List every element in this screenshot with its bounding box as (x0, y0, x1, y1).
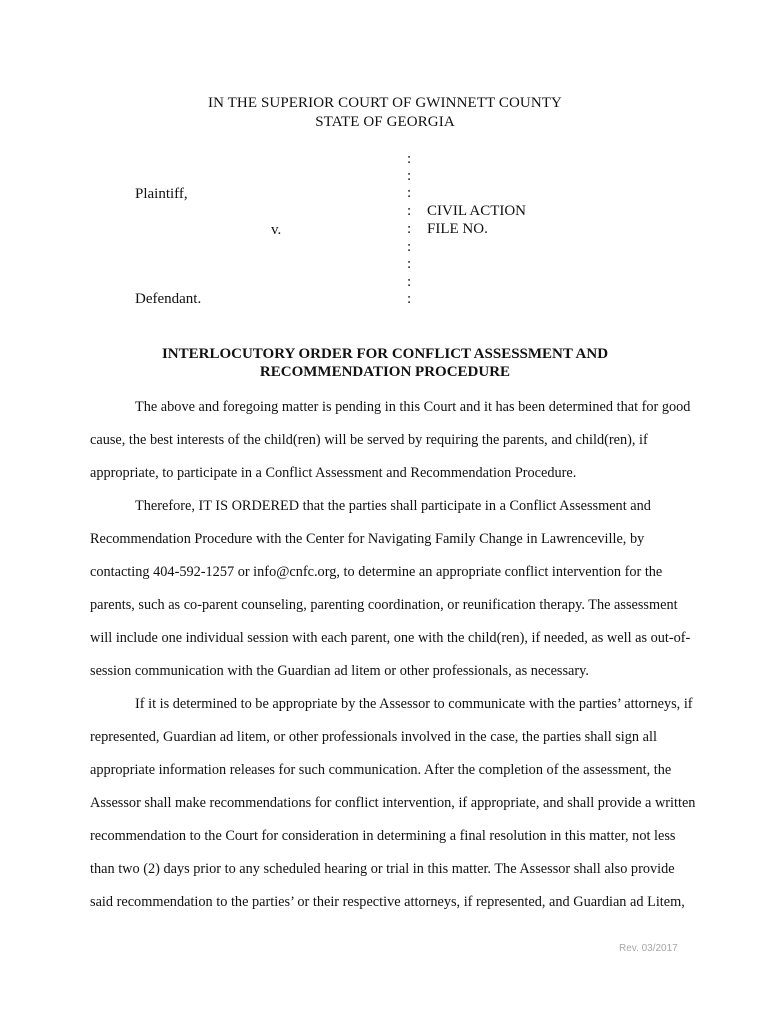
body-text-line: Recommendation Procedure with the Center for Navigating Family Change in Lawrenceville, by (90, 531, 645, 547)
revision-footer: Rev. 03/2017 (619, 943, 678, 954)
body-text-line: contacting 404-592-1257 or info@cnfc.org, to determine an appropriate conflict intervention for the (90, 564, 663, 580)
separator-colon: : (407, 256, 412, 272)
civil-action-label: CIVIL ACTION (427, 203, 527, 219)
versus-label: v. (271, 222, 282, 238)
separator-colon: : (407, 221, 412, 237)
body-text-line: Assessor shall make recommendations for conflict intervention, if appropriate, and shall provide a written (90, 795, 696, 811)
body-text-line: The above and foregoing matter is pending in this Court and it has been determined that for good (135, 399, 691, 415)
body-text-line: appropriate information releases for such communication. After the completion of the assessment, the (90, 762, 672, 778)
body-text-line: Therefore, IT IS ORDERED that the parties shall participate in a Conflict Assessment and (135, 498, 651, 514)
body-text-line: If it is determined to be appropriate by the Assessor to communicate with the parties’ attorneys, if (135, 696, 693, 712)
body-text-line: represented, Guardian ad litem, or other professionals involved in the case, the parties shall sign all (90, 729, 657, 745)
body-text-line: than two (2) days prior to any scheduled hearing or trial in this matter. The Assessor shall also provide (90, 861, 675, 877)
body-text-line: will include one individual session with each parent, one with the child(ren), if needed, as well as out-of- (90, 630, 691, 646)
file-number-label: FILE NO. (427, 221, 488, 237)
order-title: RECOMMENDATION PROCEDURE (259, 364, 511, 380)
separator-colon: : (407, 239, 412, 255)
separator-colon: : (407, 185, 412, 201)
separator-colon: : (407, 291, 412, 307)
separator-colon: : (407, 203, 412, 219)
court-state: STATE OF GEORGIA (315, 114, 455, 130)
plaintiff-label: Plaintiff, (135, 186, 188, 202)
body-text-line: recommendation to the Court for consideration in determining a final resolution in this matter, not less (90, 828, 676, 844)
body-text-line: appropriate, to participate in a Conflict Assessment and Recommendation Procedure. (90, 465, 577, 481)
order-title: INTERLOCUTORY ORDER FOR CONFLICT ASSESSMENT AND (161, 346, 609, 362)
body-text-line: parents, such as co-parent counseling, parenting coordination, or reunification therapy. The assessment (90, 597, 678, 613)
court-name: IN THE SUPERIOR COURT OF GWINNETT COUNTY (208, 95, 562, 111)
body-text-line: cause, the best interests of the child(ren) will be served by requiring the parents, and child(ren), if (90, 432, 648, 448)
body-text-line: session communication with the Guardian ad litem or other professionals, as necessary. (90, 663, 589, 679)
separator-colon: : (407, 274, 412, 290)
defendant-label: Defendant. (135, 291, 202, 307)
separator-colon: : (407, 151, 412, 167)
separator-colon: : (407, 168, 412, 184)
body-text-line: said recommendation to the parties’ or their respective attorneys, if represented, and Guardian ad Litem, (90, 894, 685, 910)
